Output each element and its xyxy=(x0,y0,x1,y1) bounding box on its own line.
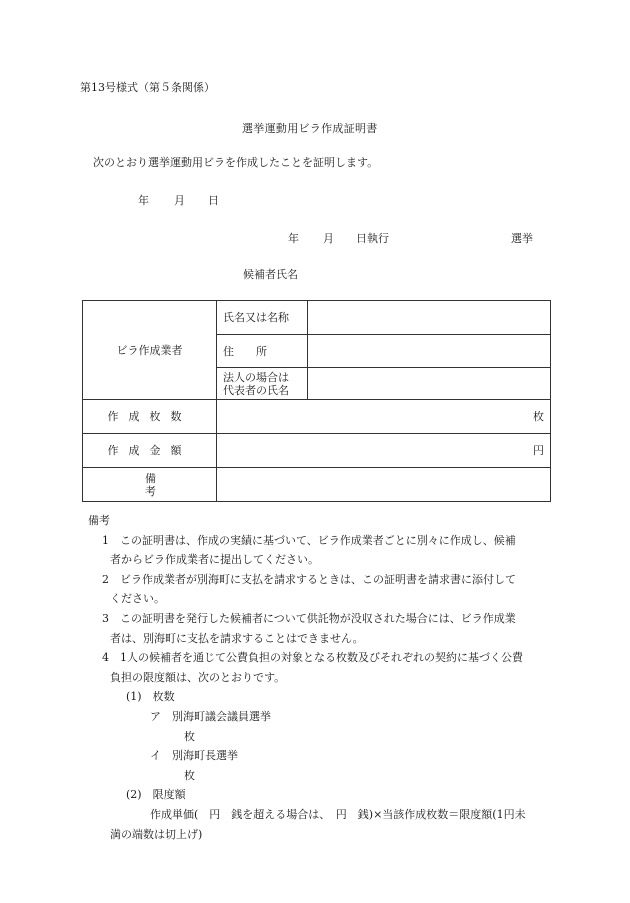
candidate-name-label: 候補者氏名 xyxy=(243,268,298,281)
note-line: 者からビラ作成業者に提出してください。 xyxy=(110,553,319,567)
note-line: ください。 xyxy=(110,592,165,606)
certification-statement: 次のとおり選挙運動用ビラを作成したことを証明します。 xyxy=(93,156,379,169)
name-field[interactable] xyxy=(308,301,551,335)
notes-section xyxy=(88,511,558,844)
count-label: 作成枚数 xyxy=(83,400,217,434)
representative-label-line1: 法人の場合は xyxy=(223,370,289,384)
election-date-day: 日執行 xyxy=(356,232,389,245)
representative-label xyxy=(217,368,308,400)
remarks-field[interactable] xyxy=(217,468,551,502)
note-line: 1 この証明書は、作成の実績に基づいて、ビラ作成業者ごとに別々に作成し、候補 xyxy=(102,533,516,547)
maker-label: ビラ作成業者 xyxy=(83,301,217,400)
form-number: 第13号様式（第５条関係） xyxy=(80,81,215,94)
note-line: イ 別海町長選挙 xyxy=(150,749,238,763)
note-line: 3 この証明書を発行した候補者について供託物が没収された場合には、ビラ作成業 xyxy=(102,611,516,625)
issue-date-year: 年 xyxy=(138,194,149,207)
issue-date-day: 日 xyxy=(208,194,219,207)
count-field[interactable] xyxy=(217,400,551,434)
address-label: 住 所 xyxy=(217,335,308,368)
note-line: (2) 限度額 xyxy=(126,788,186,802)
note-line: 枚 xyxy=(184,729,195,743)
representative-label-line2: 代表者の氏名 xyxy=(223,383,289,397)
remarks-label: 備考 xyxy=(83,468,217,502)
election-date-year: 年 xyxy=(288,232,299,245)
table-row-remarks xyxy=(83,468,551,502)
note-line: (1) 枚数 xyxy=(126,690,175,704)
issue-date-month: 月 xyxy=(174,194,185,207)
note-line: 負担の限度額は、次のとおりです。 xyxy=(110,670,286,684)
notes-heading: 備考 xyxy=(88,514,110,527)
document-title: 選挙運動用ビラ作成証明書 xyxy=(242,122,378,135)
note-line: 2 ビラ作成業者が別海町に支払を請求するときは、この証明書を請求書に添付して xyxy=(102,572,516,586)
amount-field[interactable] xyxy=(217,434,551,468)
note-line: 枚 xyxy=(184,768,195,782)
note-line: 作成単価( 円 銭を超える場合は、 円 銭)×当該作成枚数＝限度額(1円未 xyxy=(150,807,526,821)
certificate-table xyxy=(82,300,551,502)
representative-field[interactable] xyxy=(308,368,551,400)
note-line: ア 別海町議会議員選挙 xyxy=(150,709,271,723)
name-label: 氏名又は名称 xyxy=(217,301,308,335)
amount-label: 作成金額 xyxy=(83,434,217,468)
table-row-count xyxy=(83,400,551,434)
election-name-label: 選挙 xyxy=(511,232,533,245)
election-date-month: 月 xyxy=(323,232,334,245)
note-line: 4 1人の候補者を通じて公費負担の対象となる枚数及びそれぞれの契約に基づく公費 xyxy=(102,651,523,665)
count-unit: 枚 xyxy=(533,410,544,423)
note-line: 満の端数は切上げ) xyxy=(110,827,203,841)
note-line: 者は、別海町に支払を請求することはできません。 xyxy=(110,631,364,645)
address-field[interactable] xyxy=(308,335,551,368)
amount-unit: 円 xyxy=(533,444,544,457)
table-row-amount xyxy=(83,434,551,468)
table-row-name xyxy=(83,301,551,335)
